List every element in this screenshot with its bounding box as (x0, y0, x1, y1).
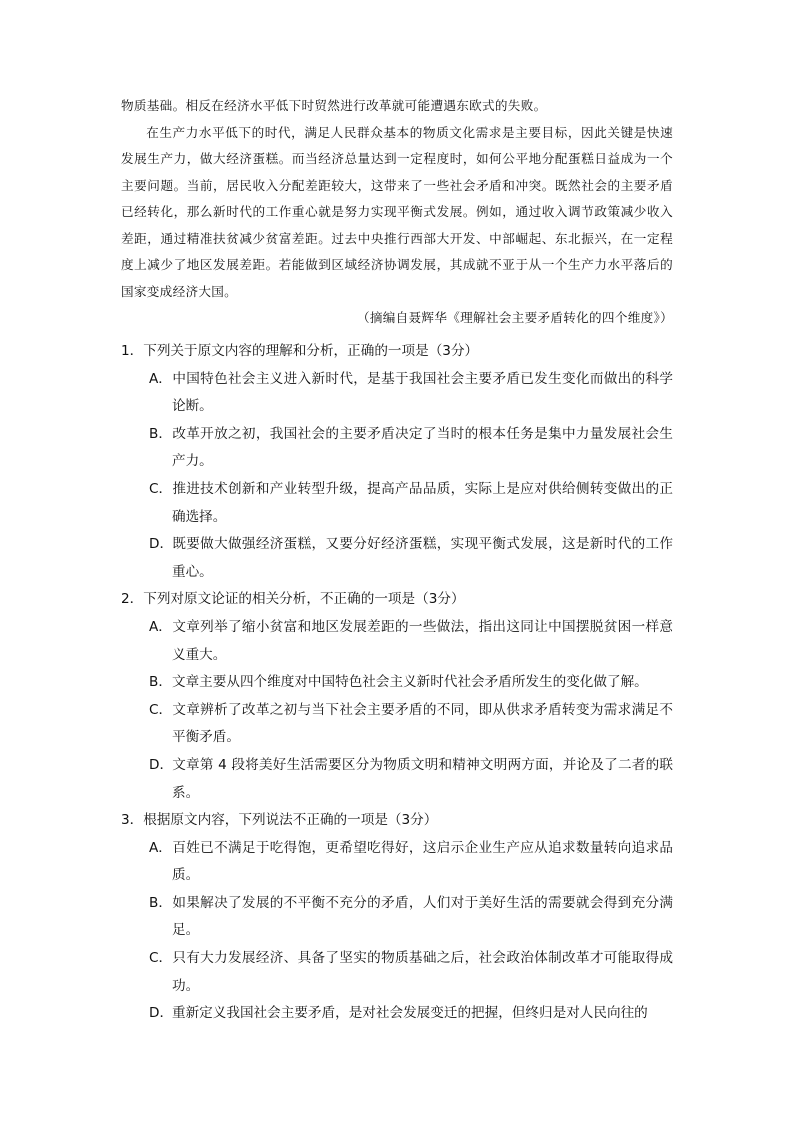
option-letter: D． (149, 536, 174, 553)
option-letter: A． (149, 618, 172, 635)
option-letter: A． (149, 370, 172, 387)
option-text: 文章辨析了改革之初与当下社会主要矛盾的不同，即从供求矛盾转变为需求满足不平衡矛盾。 (172, 701, 673, 746)
reading-passage (121, 93, 673, 332)
option-letter: D． (149, 1005, 174, 1022)
question-stem: 1．下列关于原文内容的理解和分析，正确的一项是（3分） (121, 343, 479, 359)
question-list (121, 338, 673, 1028)
passage-continuation-line: 物质基础。相反在经济水平低下时贸然进行改革就可能遭遇东欧式的失败。 (121, 98, 547, 113)
option-text: 改革开放之初，我国社会的主要矛盾决定了当时的根本任务是集中力量发展社会生产力。 (172, 425, 673, 470)
passage-paragraph: 在生产力水平低下的时代，满足人民群众基本的物质文化需求是主要目标，因此关键是快速发展生产力，做大经济蛋糕。而当经济总量达到一定程度时，如何公平地分配蛋糕日益成为一个主要问题。当前，居民收入分配差距较大，这带来了一些社会矛盾和冲突。既然社会的主要矛盾已经转化，那么新时代的工作重心就是努力实现平衡式发展。例如，通过收入调节政策减少收入差距，通过精准扶贫减少贫富差距。过去中央推行西部大开发、中部崛起、东北振兴，在一定程度上减少了地区发展差距。若能做到区域经济协调发展，其成就不亚于从一个生产力水平落后的国家变成经济大国。 (121, 124, 673, 299)
option-c (149, 697, 673, 752)
question-2 (121, 586, 673, 807)
option-c (149, 476, 673, 531)
option-letter: C． (149, 701, 173, 718)
question-3 (121, 807, 673, 1028)
option-text: 只有大力发展经济、具备了坚实的物质基础之后，社会政治体制改革才可能取得成功。 (172, 950, 673, 994)
option-text: 重新定义我国社会主要矛盾，是对社会发展变迁的把握，但终归是对人民向往的 (172, 1005, 648, 1022)
option-letter: C． (149, 480, 173, 497)
option-d (149, 752, 673, 807)
question-1 (121, 338, 673, 586)
option-b (149, 421, 673, 476)
option-c (149, 945, 673, 1000)
option-b (149, 890, 673, 945)
option-letter: D． (149, 756, 174, 773)
option-text: 既要做大做强经济蛋糕，又要分好经济蛋糕，实现平衡式发展，这是新时代的工作重心。 (172, 536, 673, 580)
option-a (149, 614, 673, 669)
option-text: 文章第 4 段将美好生活需要区分为物质文明和精神文明两方面，并论及了二者的联系。 (172, 756, 673, 801)
option-a (149, 835, 673, 890)
option-letter: B． (149, 425, 172, 442)
option-letter: A． (149, 839, 172, 856)
passage-source: （摘编自聂辉华《理解社会主要矛盾转化的四个维度》） (356, 310, 673, 325)
option-letter: B． (149, 674, 172, 691)
question-stem: 2．下列对原文论证的相关分析，不正确的一项是（3分） (121, 591, 465, 608)
option-letter: B． (149, 894, 172, 911)
option-text: 百姓已不满足于吃得饱，更希望吃得好，这启示企业生产应从追求数量转向追求品质。 (172, 839, 673, 884)
option-a (149, 366, 673, 421)
option-text: 推进技术创新和产业转型升级，提高产品品质，实际上是应对供给侧转变做出的正确选择。 (172, 480, 673, 525)
question-stem: 3．根据原文内容，下列说法不正确的一项是（3分） (121, 812, 438, 829)
option-b (149, 669, 673, 697)
option-text: 文章主要从四个维度对中国特色社会主义新时代社会矛盾所发生的变化做了解。 (172, 674, 648, 691)
option-text: 文章列举了缩小贫富和地区发展差距的一些做法，指出这同让中国摆脱贫困一样意义重大。 (172, 618, 673, 663)
option-d (149, 531, 673, 586)
option-letter: C． (149, 950, 173, 967)
option-text: 如果解决了发展的不平衡不充分的矛盾，人们对于美好生活的需要就会得到充分满足。 (172, 894, 673, 939)
option-text: 中国特色社会主义进入新时代，是基于我国社会主要矛盾已发生变化而做出的科学论断。 (172, 370, 673, 415)
option-d (149, 1000, 673, 1028)
